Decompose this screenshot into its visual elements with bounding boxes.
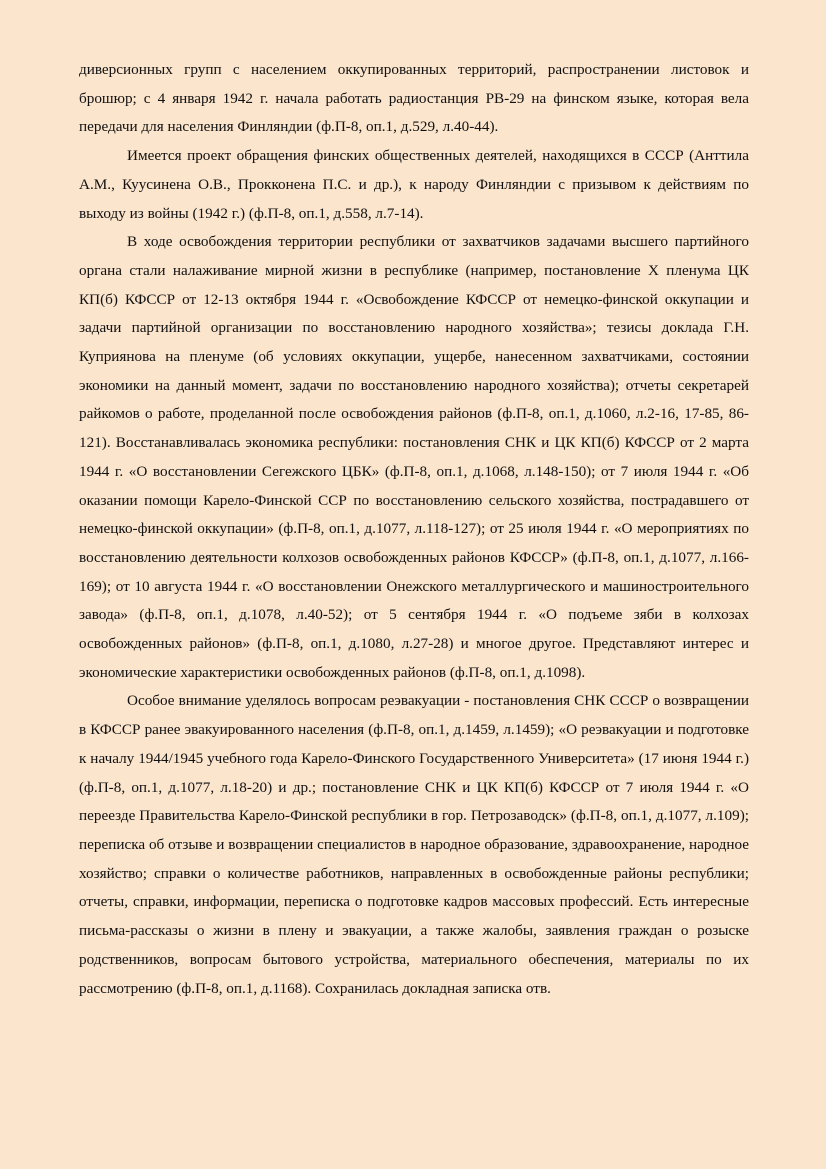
paragraph-liberation-economy: В ходе освобождения территории республики от захватчиков задачами высшего партийного органа стали налаживание мирной жизни в республике (например, постановление X пленума ЦК КП(б) КФССР от 12-13 октября 1944 г. «Освобождение КФССР от немецко-финской оккупации и задачи партийной организации по восстановлению народного хозяйства»; тезисы доклада Г.Н. Куприянова на пленуме (об условиях оккупации, ущербе, нанесенном захватчиками, состоянии экономики на данный момент, задачи по восстановлению народного хозяйства); отчеты секретарей райкомов о работе, проделанной после освобождения районов (ф.П-8, оп.1, д.1060, л.2-16, 17-85, 86-121). Восстанавливалась экономика республики: постановления СНК и ЦК КП(б) КФССР от 2 марта 1944 г. «О восстановлении Сегежского ЦБК» (ф.П-8, оп.1, д.1068, л.148-150); от 7 июля 1944 г. «Об оказании помощи Карело-Финской ССР по восстановлению сельского хозяйства, пострадавшего от немецко-финской оккупации» (ф.П-8, оп.1, д.1077, л.118-127); от 25 июля 1944 г. «О мероприятиях по восстановлению деятельности колхозов освобожденных районов КФССР» (ф.П-8, оп.1, д.1077, л.166-169); от 10 августа 1944 г. «О восстановлении Онежского металлургического и машиностроительного завода» (ф.П-8, оп.1, д.1078, л.40-52); от 5 сентября 1944 г. «О подъеме зяби в колхозах освобожденных районов» (ф.П-8, оп.1, д.1080, л.27-28) и многое другое. Представляют интерес и экономические характеристики освобожденных районов (ф.П-8, оп.1, д.1098). (79, 233, 749, 681)
paragraph-reevacuation: Особое внимание уделялось вопросам реэвакуации - постановления СНК СССР о возвращении в КФССР ранее эвакуированного населения (ф.П-8, оп.1, д.1459, л.1459); «О реэвакуации и подготовке к началу 1944/1945 учебного года Карело-Финского Государственного Университета» (17 июня 1944 г.) (ф.П-8, оп.1, д.1077, л.18-20) и др.; постановление СНК и ЦК КП(б) КФССР от 7 июля 1944 г. «О переезде Правительства Карело-Финской республики в гор. Петрозаводск» (ф.П-8, оп.1, д.1077, л.109); переписка об отзыве и возвращении специалистов в народное образование, здравоохранение, народное хозяйство; справки о количестве работников, направленных в освобожденные районы республики; отчеты, справки, информации, переписка о подготовке кадров массовых профессий. Есть интересные письма-рассказы о жизни в плену и эвакуации, а также жалобы, заявления граждан о розыске родственников, вопросам бытового устройства, материального обеспечения, материалы по их рассмотрению (ф.П-8, оп.1, д.1168). Сохранилась докладная записка отв. (79, 692, 749, 997)
document-page (79, 56, 749, 1003)
paragraph-appeal-project: Имеется проект обращения финских общественных деятелей, находящихся в СССР (Анттила А.М., Куусинена О.В., Прокконена П.С. и др.), к народу Финляндии с призывом к действиям по выходу из войны (1942 г.) (ф.П-8, оп.1, д.558, л.7-14). (79, 147, 749, 222)
paragraph-continued: диверсионных групп с населением оккупированных территорий, распространении листовок и брошюр; с 4 января 1942 г. начала работать радиостанция РВ-29 на финском языке, которая вела передачи для населения Финляндии (ф.П-8, оп.1, д.529, л.40-44). (79, 61, 749, 136)
